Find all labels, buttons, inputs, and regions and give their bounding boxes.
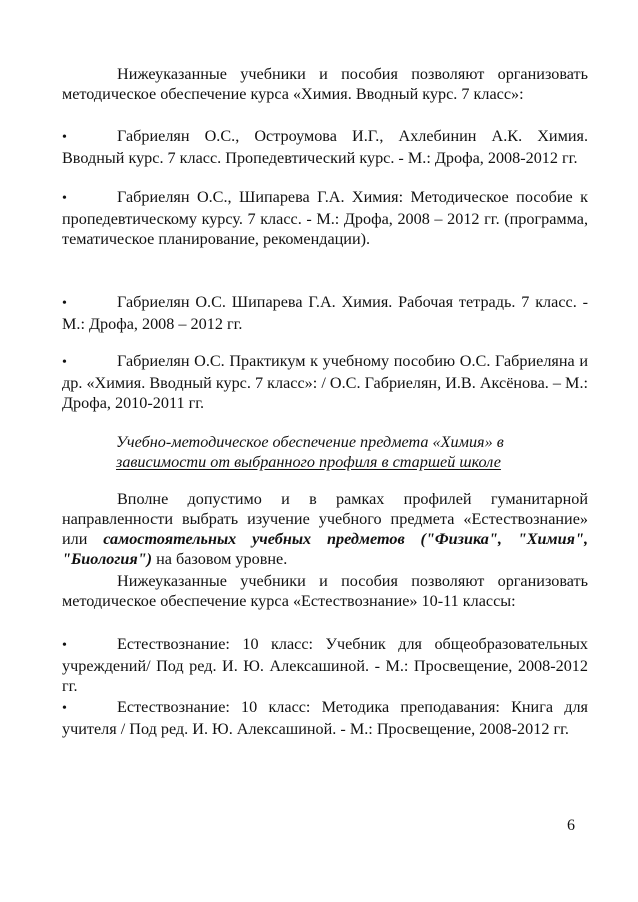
intro-paragraph-science bbox=[62, 571, 588, 611]
bullet-icon: • bbox=[62, 296, 67, 311]
page-number: 6 bbox=[567, 817, 575, 834]
list-item-2 bbox=[62, 187, 588, 249]
list-item-text: Габриелян О.С., Остроумова И.Г., Ахлебинин А.К. Химия. Вводный курс. 7 класс. Пропедевтический курс. - М.: Дрофа, 2008-2012 гг. bbox=[62, 127, 588, 167]
list-item-3 bbox=[62, 292, 588, 334]
list-item-6 bbox=[62, 697, 588, 739]
list-item-text: Естествознание: 10 класс: Учебник для общеобразовательных учреждений/ Под ред. И. Ю. Алексашиной. - М.: Просвещение, 2008-2012 гг. bbox=[62, 635, 588, 695]
profile-text-start: Вполне допустимо и в рамках профилей гуманитарной направленности выбрать изучение учебного предмета «Естествознание» или bbox=[62, 490, 588, 548]
bullet-icon: • bbox=[62, 191, 67, 206]
bullet-icon: • bbox=[62, 701, 67, 716]
profile-text-emphasis: самостоятельных учебных предметов ("Физика", "Химия", "Биология") bbox=[62, 530, 589, 568]
intro-text: Нижеуказанные учебники и пособия позволяют организовать методическое обеспечение курса «Естествознание» 10-11 классы: bbox=[62, 572, 588, 610]
section-heading bbox=[80, 432, 580, 472]
profile-paragraph bbox=[62, 489, 588, 569]
section-heading-line-1: Учебно-методическое обеспечение предмета «Химия» в bbox=[116, 433, 504, 451]
list-item-text: Габриелян О.С., Шипарева Г.А. Химия: Методическое пособие к пропедевтическому курсу. 7 класс. - М.: Дрофа, 2008 – 2012 гг. (программа, тематическое планирование, рекомендации). bbox=[62, 188, 588, 248]
list-item-5 bbox=[62, 634, 588, 696]
bullet-icon: • bbox=[62, 355, 67, 370]
bullet-icon: • bbox=[62, 130, 67, 145]
bullet-icon: • bbox=[62, 638, 67, 653]
intro-paragraph-chemistry bbox=[62, 64, 588, 104]
list-item-text: Габриелян О.С. Шипарева Г.А. Химия. Рабочая тетрадь. 7 класс. - М.: Дрофа, 2008 – 2012 гг. bbox=[62, 293, 588, 333]
intro-text: Нижеуказанные учебники и пособия позволяют организовать методическое обеспечение курса «Химия. Вводный курс. 7 класс»: bbox=[62, 65, 588, 103]
list-item-1 bbox=[62, 126, 588, 168]
section-heading-line-2: зависимости от выбранного профиля в старшей школе bbox=[116, 453, 501, 471]
profile-text-end: на базовом уровне. bbox=[152, 550, 288, 568]
list-item-text: Габриелян О.С. Практикум к учебному пособию О.С. Габриеляна и др. «Химия. Вводный курс. 7 класс»: / О.С. Габриелян, И.В. Аксёнова. – М.: Дрофа, 2010-2011 гг. bbox=[62, 352, 588, 412]
list-item-text: Естествознание: 10 класс: Методика преподавания: Книга для учителя / Под ред. И. Ю. Алексашиной. - М.: Просвещение, 2008-2012 гг. bbox=[62, 698, 588, 738]
list-item-4 bbox=[62, 351, 588, 413]
